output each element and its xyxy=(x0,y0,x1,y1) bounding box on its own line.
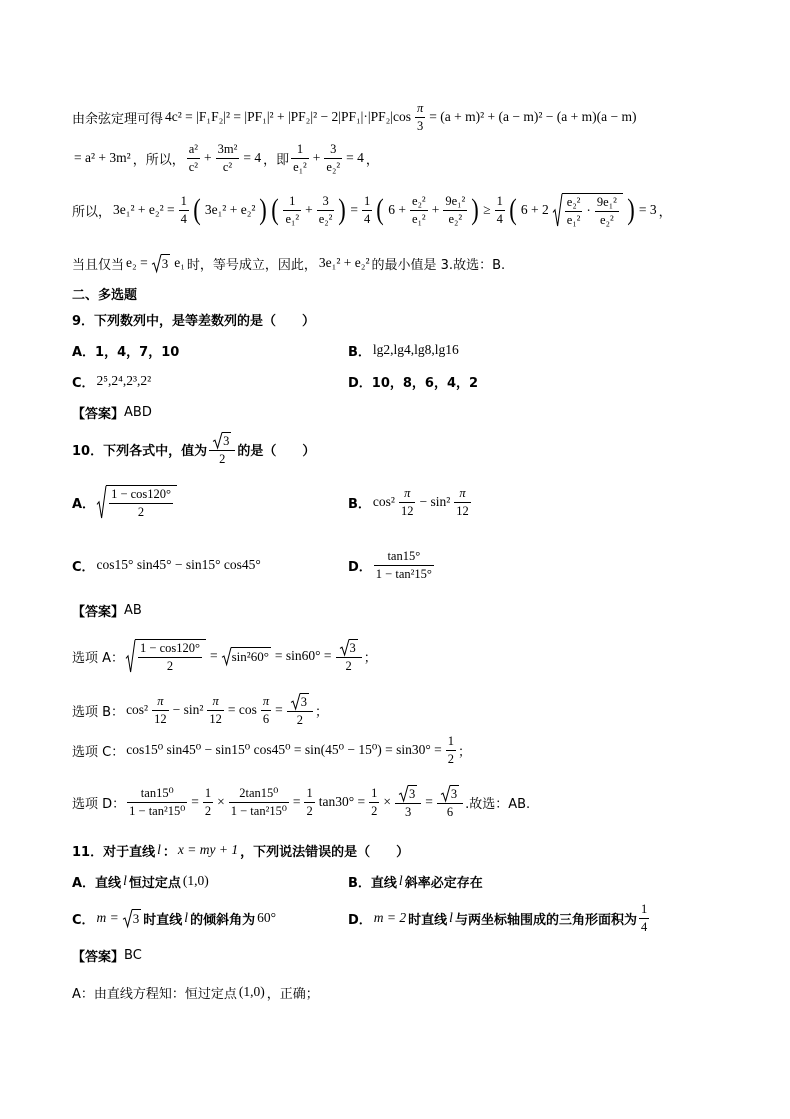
question-9-option-c xyxy=(72,371,153,391)
radicand: 3 xyxy=(132,911,140,926)
text: .故选：AB. xyxy=(465,796,531,812)
numerator: tan15⁰ xyxy=(127,786,187,802)
math: = xyxy=(292,794,301,809)
option-label: C． xyxy=(72,375,95,391)
denominator: c² xyxy=(222,159,233,174)
option-label: D． xyxy=(348,559,372,575)
denominator: 12 xyxy=(400,503,414,518)
option-label: C． xyxy=(72,912,95,928)
answer-value: AB xyxy=(124,602,142,618)
text: 当且仅当 xyxy=(72,257,125,273)
question-9-option-d xyxy=(348,371,478,391)
radicand xyxy=(106,485,177,519)
radical-sign xyxy=(553,193,562,227)
question-11-stem xyxy=(72,840,409,860)
numerator: e₂² xyxy=(565,195,583,211)
fraction xyxy=(291,142,309,174)
square-root xyxy=(97,485,177,519)
answer-value: BC xyxy=(124,947,142,963)
denominator: 4 xyxy=(180,211,187,226)
numerator: tan15° xyxy=(374,549,434,565)
text: 选项 C： xyxy=(72,744,125,760)
text: A：由直线方程知：恒过定点 xyxy=(72,986,237,1002)
math: ≥ xyxy=(483,202,491,217)
numerator: 3 xyxy=(317,194,335,210)
math: l xyxy=(123,873,127,888)
math: (1,0) xyxy=(238,984,265,999)
radical-sign xyxy=(222,647,231,665)
radical-sign xyxy=(399,785,408,801)
derivation-line-1 xyxy=(72,102,638,132)
math: 6 + xyxy=(388,202,407,217)
left-paren: ( xyxy=(509,193,517,226)
math: = 4 xyxy=(346,150,364,165)
fraction xyxy=(179,194,189,226)
math: + xyxy=(204,150,212,165)
right-paren: ) xyxy=(471,193,479,226)
numerator: a² xyxy=(187,142,200,158)
text: 的最小值是 3.故选：B. xyxy=(371,257,506,273)
math: = xyxy=(210,648,218,663)
math: cos15° sin45° − sin15° cos45° xyxy=(96,557,261,572)
denominator: 1 − tan²15⁰ xyxy=(129,803,186,818)
math: 3e₁² + e₂² = xyxy=(113,202,175,217)
question-10-stem xyxy=(72,430,315,468)
math: × xyxy=(383,794,391,809)
math: = (a + m)² + (a − m)² − (a + m)(a − m) xyxy=(429,109,637,124)
fraction xyxy=(261,694,271,726)
square-root xyxy=(126,639,206,673)
denominator: 3 xyxy=(417,118,424,133)
question-stem: 9．下列数列中，是等差数列的是（ ） xyxy=(72,313,316,329)
left-paren: ( xyxy=(193,193,201,226)
math: 2⁵,2⁴,2³,2² xyxy=(96,373,152,388)
math: x = my + 1 xyxy=(177,842,239,857)
numerator xyxy=(395,785,421,803)
fraction xyxy=(639,902,649,934)
numerator xyxy=(209,432,235,450)
math: l xyxy=(449,910,453,925)
fraction xyxy=(374,549,434,581)
radical-sign xyxy=(126,639,135,673)
denominator: 2 xyxy=(296,712,304,727)
left-paren: ( xyxy=(271,193,280,226)
fraction xyxy=(437,785,463,819)
numerator: 9e₁² xyxy=(595,195,619,211)
math: 3e₁² + e₂² xyxy=(204,202,256,217)
denominator: 2 xyxy=(219,451,226,466)
math: = xyxy=(350,202,359,217)
fraction xyxy=(152,694,169,726)
option-text: 与两坐标轴围成的三角形面积为 xyxy=(454,912,637,928)
fraction xyxy=(410,194,428,226)
radicand xyxy=(135,639,206,673)
denominator: 2 xyxy=(447,751,455,766)
denominator: e₁² xyxy=(412,211,426,226)
option-label: B． xyxy=(348,344,371,360)
denominator: 4 xyxy=(364,211,371,226)
denominator: 6 xyxy=(262,711,270,726)
fraction xyxy=(138,641,202,673)
math: m = 2 xyxy=(373,910,407,925)
fraction xyxy=(595,195,619,227)
solution-d xyxy=(72,782,530,822)
radical-sign xyxy=(291,693,300,709)
text: ，即 xyxy=(263,152,290,168)
option-label: C． xyxy=(72,559,95,575)
fraction xyxy=(565,195,583,227)
numerator: e₂² xyxy=(410,194,428,210)
radical-sign xyxy=(152,254,161,272)
numerator xyxy=(287,693,313,711)
question-11-option-b xyxy=(348,871,483,891)
math: cos15⁰ sin45⁰ − sin15⁰ cos45⁰ = sin(45⁰ − 15⁰) = sin30° = xyxy=(126,742,442,757)
radical-sign xyxy=(340,639,349,655)
square-root xyxy=(291,693,309,709)
question-11-solution-a xyxy=(72,982,319,1002)
radical-sign xyxy=(97,485,106,519)
fraction xyxy=(446,734,456,766)
math: 3e₁² + e₂² xyxy=(318,255,370,270)
math: e₂ = xyxy=(126,255,148,270)
square-root xyxy=(441,785,459,801)
question-stem: 的是（ ） xyxy=(237,443,316,459)
fraction xyxy=(454,486,471,518)
numerator: π xyxy=(152,694,169,710)
math: + xyxy=(312,150,321,165)
denominator: 2 xyxy=(137,504,145,519)
question-10-answer xyxy=(72,600,142,620)
numerator: 1 xyxy=(495,194,505,210)
question-10-option-a xyxy=(72,480,179,524)
fraction xyxy=(109,487,173,519)
option-text: 时直线 xyxy=(408,912,448,928)
denominator: 2 xyxy=(306,803,313,818)
numerator: 1 xyxy=(291,142,309,158)
answer-value: ABD xyxy=(124,404,152,420)
question-stem: 11．对于直线 xyxy=(72,844,156,860)
denominator: e₂² xyxy=(326,159,341,174)
denominator: 4 xyxy=(496,211,503,226)
question-11-option-c xyxy=(72,906,278,930)
denominator: 12 xyxy=(209,711,222,726)
question-11-answer xyxy=(72,945,142,965)
fraction xyxy=(216,142,240,174)
question-9-option-b xyxy=(348,340,461,360)
radicand: 3 xyxy=(223,434,230,449)
text: ，所以， xyxy=(132,152,185,168)
numerator: 9e₁² xyxy=(443,194,467,210)
math: × xyxy=(217,794,225,809)
math: tan30° = xyxy=(318,794,366,809)
question-11-option-d xyxy=(348,900,651,936)
fraction xyxy=(187,142,200,174)
fraction xyxy=(324,142,342,174)
math: = cos xyxy=(227,702,257,717)
fraction xyxy=(443,194,467,226)
numerator: 1 xyxy=(179,194,189,210)
section-title xyxy=(72,283,137,303)
math: cos² xyxy=(126,702,149,717)
denominator: e₂² xyxy=(318,211,333,226)
fraction xyxy=(229,786,289,818)
math: l xyxy=(398,873,403,888)
math: 4c² = |F₁F₂|² = |PF₁|² + |PF₂|² − 2|PF₁|·|PF₂|cos xyxy=(165,109,411,124)
numerator: 1 xyxy=(639,902,649,918)
square-root xyxy=(152,254,171,272)
math: = 4 xyxy=(243,150,262,165)
text: ； xyxy=(363,650,377,666)
denominator: 4 xyxy=(640,919,648,934)
fraction xyxy=(207,694,224,726)
question-9-answer xyxy=(72,402,152,422)
math: 60° xyxy=(257,910,276,925)
numerator xyxy=(336,639,362,657)
radicand: sin²60° xyxy=(231,649,269,664)
denominator: 3 xyxy=(404,804,412,819)
option-label: A． xyxy=(72,496,96,512)
radicand: 3 xyxy=(408,787,416,802)
answer-label: 【答案】 xyxy=(72,604,125,620)
text: 选项 D： xyxy=(72,796,126,812)
text: ； xyxy=(315,704,329,720)
text: ； xyxy=(458,744,472,760)
numerator: 2tan15⁰ xyxy=(229,786,289,802)
numerator: π xyxy=(261,694,271,710)
numerator: 1 xyxy=(203,786,213,802)
math: m = xyxy=(96,910,119,925)
right-paren: ) xyxy=(338,193,347,226)
fraction xyxy=(283,194,301,226)
question-9-option-a xyxy=(72,340,179,360)
denominator: e₁² xyxy=(285,211,300,226)
question-9-stem xyxy=(72,309,315,329)
denominator: 1 − tan²15° xyxy=(375,566,432,581)
denominator: e₁² xyxy=(293,159,307,174)
option-text: 恒过定点 xyxy=(128,875,181,891)
option-label: B． xyxy=(348,496,371,512)
math: − sin² xyxy=(172,702,204,717)
question-stem: 10．下列各式中，值为 xyxy=(72,443,208,459)
fraction xyxy=(362,194,372,226)
radicand: 3 xyxy=(300,695,308,710)
option-d: D．10，8，6，4，2 xyxy=(348,375,479,391)
fraction xyxy=(203,786,213,818)
square-root xyxy=(399,785,417,801)
derivation-line-3 xyxy=(72,184,672,236)
numerator: 1 − cos120° xyxy=(109,487,173,503)
math: cos² xyxy=(372,494,395,509)
text: ， xyxy=(365,152,379,168)
derivation-line-4 xyxy=(72,251,505,275)
fraction xyxy=(495,194,505,226)
fraction xyxy=(127,786,187,818)
numerator: π xyxy=(454,486,471,502)
math: · xyxy=(586,203,591,218)
math: l xyxy=(184,910,189,925)
square-root xyxy=(213,432,231,448)
right-paren: ) xyxy=(627,193,635,226)
square-root xyxy=(340,639,358,655)
denominator: c² xyxy=(188,159,199,174)
option-text: 斜率必定存在 xyxy=(404,875,483,891)
math: = sin60° = xyxy=(274,648,332,663)
denominator: 12 xyxy=(154,711,167,726)
fraction xyxy=(317,194,335,226)
denominator: 6 xyxy=(446,804,454,819)
numerator: π xyxy=(207,694,224,710)
math: = xyxy=(425,794,433,809)
option-label: D． xyxy=(348,912,372,928)
fraction xyxy=(304,786,314,818)
derivation-line-2 xyxy=(72,140,379,176)
square-root xyxy=(123,909,142,927)
radicand: 3 xyxy=(349,641,356,656)
right-paren: ) xyxy=(259,193,268,226)
numerator xyxy=(437,785,463,803)
text: 由余弦定理可得 xyxy=(72,111,164,127)
fraction xyxy=(399,486,416,518)
radicand: 3 xyxy=(450,787,458,802)
numerator: 1 xyxy=(283,194,301,210)
fraction xyxy=(336,639,362,673)
math: + xyxy=(431,202,440,217)
option-text: 时直线 xyxy=(143,912,183,928)
denominator: e₂² xyxy=(600,212,614,227)
fraction xyxy=(209,432,235,466)
math: = xyxy=(191,794,199,809)
numerator: 3m² xyxy=(216,142,240,158)
question-stem: ，下列说法错误的是（ ） xyxy=(240,844,410,860)
left-paren: ( xyxy=(376,193,385,226)
option-text: A．直线 xyxy=(72,875,122,891)
option-text: B．直线 xyxy=(348,875,397,891)
radical-sign xyxy=(213,432,222,448)
question-10-option-c xyxy=(72,554,263,576)
radicand: 3 xyxy=(161,256,169,271)
denominator: 1 − tan²15⁰ xyxy=(230,803,287,818)
text: ，正确； xyxy=(266,986,319,1002)
text: 所以， xyxy=(72,204,112,220)
fraction xyxy=(395,785,421,819)
radical-sign xyxy=(441,785,450,801)
math: = xyxy=(275,702,283,717)
text: ， xyxy=(658,204,672,220)
math: lg2,lg4,lg8,lg16 xyxy=(372,342,459,357)
square-root xyxy=(222,647,271,665)
question-11-option-a xyxy=(72,871,211,891)
option-a: A．1，4，7，10 xyxy=(72,344,180,360)
math: (1,0) xyxy=(182,873,209,888)
numerator: 1 xyxy=(369,786,379,802)
denominator: 2 xyxy=(345,658,352,673)
text: 选项 A： xyxy=(72,650,125,666)
option-text: 的倾斜角为 xyxy=(190,912,256,928)
text: 选项 B： xyxy=(72,704,125,720)
numerator: 1 xyxy=(362,194,372,210)
numerator: 3 xyxy=(324,142,342,158)
answer-label: 【答案】 xyxy=(72,949,125,965)
numerator: 1 − cos120° xyxy=(138,641,202,657)
numerator: π xyxy=(415,101,425,117)
math: + xyxy=(305,202,313,217)
radical-sign xyxy=(123,909,132,927)
fraction xyxy=(369,786,379,818)
math: e₁ xyxy=(174,255,185,270)
math: l xyxy=(157,842,161,857)
denominator: 2 xyxy=(371,803,378,818)
math: − sin² xyxy=(419,494,451,509)
radicand xyxy=(562,193,623,227)
denominator: e₁² xyxy=(566,212,581,227)
fraction xyxy=(415,101,425,133)
solution-c xyxy=(72,732,471,768)
math: = 3 xyxy=(638,202,657,217)
answer-label: 【答案】 xyxy=(72,406,125,422)
denominator: 2 xyxy=(166,658,174,673)
question-10-option-b xyxy=(348,484,473,520)
numerator: 1 xyxy=(446,734,456,750)
denominator: e₂² xyxy=(448,211,463,226)
numerator: 1 xyxy=(304,786,314,802)
question-10-option-d xyxy=(348,547,436,583)
square-root xyxy=(553,193,623,227)
math: 6 + 2 xyxy=(520,202,549,217)
denominator: 12 xyxy=(456,503,469,518)
math: = a² + 3m² xyxy=(74,150,131,165)
solution-a xyxy=(72,634,377,678)
section-title-text: 二、多选题 xyxy=(72,287,138,303)
denominator: 2 xyxy=(204,803,212,818)
numerator: π xyxy=(399,486,416,502)
question-stem: ： xyxy=(162,844,176,860)
fraction xyxy=(287,693,313,727)
solution-b xyxy=(72,691,328,729)
text: 时，等号成立，因此， xyxy=(186,257,317,273)
